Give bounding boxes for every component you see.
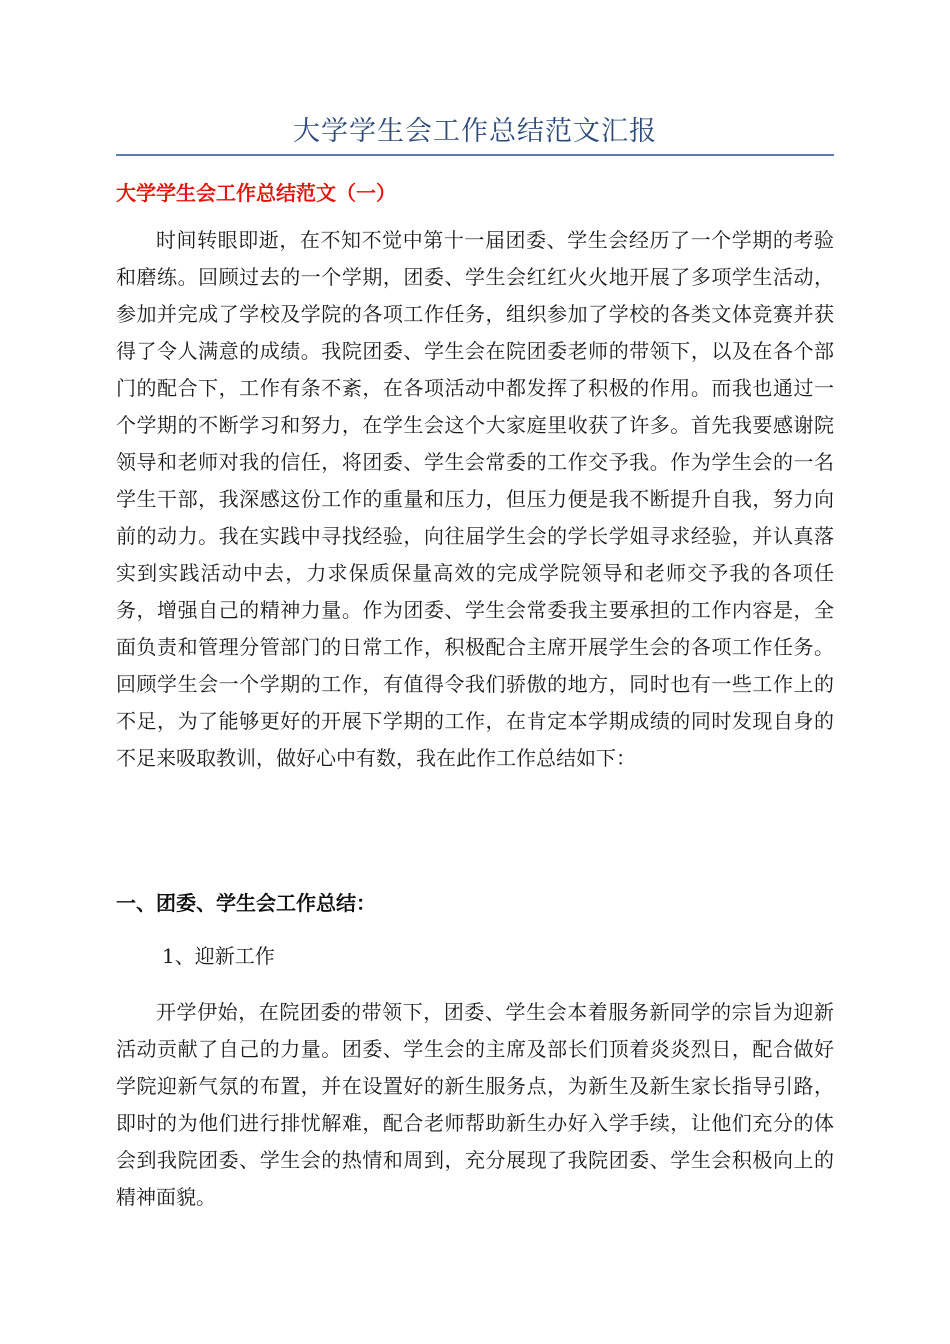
- title-underline: [116, 154, 834, 156]
- section-heading: 大学学生会工作总结范文（一）: [116, 181, 396, 205]
- sub-heading: 一、团委、学生会工作总结：: [116, 891, 376, 915]
- body-paragraph-2: 开学伊始，在院团委的带领下，团委、学生会本着服务新同学的宗旨为迎新活动贡献了自己的力量。团委、学生会的主席及部长们顶着炎炎烈日，配合做好学院迎新气氛的布置，并在设置好的新生服务点，为新生及新生家长指导引路，即时的为他们进行排忧解难，配合老师帮助新生办好入学手续，让他们充分的体会到我院团委、学生会的热情和周到，充分展现了我院团委、学生会积极向上的精神面貌。: [116, 1000, 834, 1209]
- body-paragraph-1: 时间转眼即逝，在不知不觉中第十一届团委、学生会经历了一个学期的考验和磨练。回顾过去的一个学期，团委、学生会红红火火地开展了多项学生活动，参加并完成了学校及学院的各项工作任务，组织参加了学校的各类文体竞赛并获得了令人满意的成绩。我院团委、学生会在院团委老师的带领下，以及在各个部门的配合下，工作有条不紊，在各项活动中都发挥了积极的作用。而我也通过一个学期的不断学习和努力，在学生会这个大家庭里收获了许多。首先我要感谢院领导和老师对我的信任，将团委、学生会常委的工作交予我。作为学生会的一名学生干部，我深感这份工作的重量和压力，但压力便是我不断提升自我，努力向前的动力。我在实践中寻找经验，向往届学生会的学长学姐寻求经验，并认真落实到实践活动中去，力求保质保量高效的完成学院领导和老师交予我的各项任务，增强自己的精神力量。作为团委、学生会常委我主要承担的工作内容是，全面负责和管理分管部门的日常工作，积极配合主席开展学生会的各项工作任务。回顾学生会一个学期的工作，有值得令我们骄傲的地方，同时也有一些工作上的不足，为了能够更好的开展下学期的工作，在肯定本学期成绩的同时发现自身的不足来吸取教训，做好心中有数，我在此作工作总结如下：: [116, 228, 834, 770]
- document-title: 大学学生会工作总结范文汇报: [293, 116, 657, 147]
- item-heading: 1、迎新工作: [162, 944, 275, 968]
